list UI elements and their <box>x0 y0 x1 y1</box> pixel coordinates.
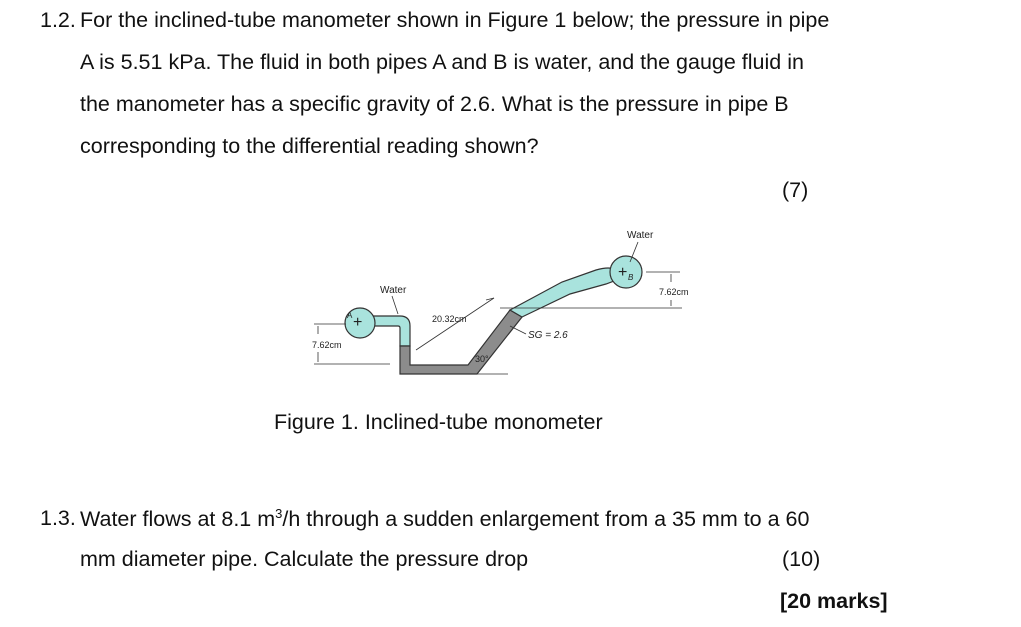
incline-length-dimension <box>416 298 494 350</box>
total-marks: [20 marks] <box>780 589 888 613</box>
question-1-3-marks: (10) <box>782 547 821 571</box>
question-1-2-line-1: For the inclined-tube manometer shown in Figure 1 below; the pressure in pipe <box>80 8 830 32</box>
figure-caption: Figure 1. Inclined-tube monometer <box>274 410 603 434</box>
right-height-label: 7.62cm <box>659 287 689 297</box>
pipe-b-label: B <box>628 273 634 282</box>
question-1-2-line-3: the manometer has a specific gravity of 2.6. What is the pressure in pipe B <box>80 92 789 116</box>
angle-label: 30° <box>475 354 489 364</box>
question-1-2-marks: (7) <box>782 178 809 202</box>
inclined-water-tube <box>510 268 622 317</box>
question-1-3-line-2: mm diameter pipe. Calculate the pressure drop <box>80 547 529 571</box>
svg-text:+: + <box>353 314 363 331</box>
pipe-a <box>345 308 410 346</box>
question-1-2-line-2: A is 5.51 kPa. The fluid in both pipes A and B is water, and the gauge fluid in <box>80 50 804 74</box>
question-number-1-2: 1.2. <box>40 8 76 32</box>
question-1-2-line-4: corresponding to the differential reading shown? <box>80 134 539 158</box>
svg-text:+: + <box>618 264 628 281</box>
incline-length-label: 20.32cm <box>432 314 467 324</box>
specific-gravity-label: SG = 2.6 <box>528 330 568 341</box>
manometer-figure <box>300 222 720 392</box>
water-label-left: Water <box>380 285 407 296</box>
question-1-3-line-1: Water flows at 8.1 $m^3/h$ through a sudden enlargement from a 35 mm to a 60 <box>80 506 810 531</box>
pipe-a-label: A <box>347 311 353 320</box>
pipe-b <box>610 256 642 288</box>
left-height-label: 7.62cm <box>312 340 342 350</box>
question-number-1-3: 1.3. <box>40 506 76 530</box>
water-label-right: Water <box>627 230 654 241</box>
